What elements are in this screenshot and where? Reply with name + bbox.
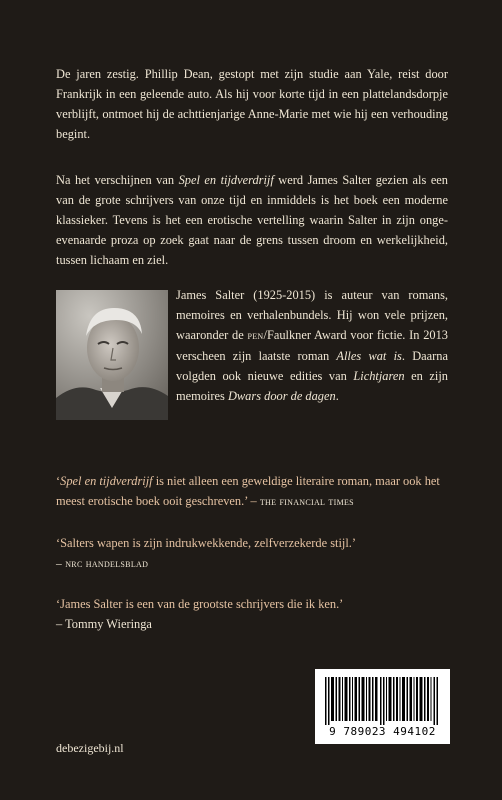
quote-2-source: – nrc handelsblad (56, 558, 149, 570)
blurb-p2-post: werd James Salter gezien als een van de grote schrijvers van onze tijd en inmiddels is het boek een moderne klassieker. Tevens is het een erotische vertelling waarin Salter in zijn ongeevenaarde proza op zoek gaat naar de grens tussen droom en werkelijkheid, tussen lichaam en ziel. (56, 173, 449, 267)
bio-pen-award: pen (247, 330, 264, 342)
publisher-url: debezigebij.nl (56, 741, 124, 755)
quote-3-source: – Tommy Wieringa (56, 617, 152, 631)
bio-text-3: . Daarna volgden ook nieuwe edities van (176, 349, 448, 383)
author-bio (176, 285, 448, 406)
review-quote-1 (56, 471, 448, 512)
author-photo (56, 290, 168, 420)
review-quote-3 (56, 594, 448, 634)
quote-open-mark: ‘ (56, 474, 61, 488)
quote-3-text: ‘James Salter is een van de grootste schrijvers die ik ken.’ (56, 597, 344, 611)
bio-text-4: en zijn memoires (176, 369, 448, 403)
quote-book-title: Spel en tijdverdrijf (60, 474, 153, 488)
quote-2-text: ‘Salters wapen is zijn indrukwekkende, zelfverzekerde stijl.’ (56, 536, 357, 550)
blurb-paragraph-1: De jaren zestig. Phillip Dean, gestopt met zijn studie aan Yale, reist door Frankrijk in een geleende auto. Als hij voor korte tijd in een plattelandsdorpje verblijft, ontmoet hij de achttienjarige Anne-Marie met wie hij een verhouding begint. (56, 67, 448, 141)
bio-text-5: . (335, 389, 339, 403)
blurb-p2-pre: Na het verschijnen van (56, 173, 179, 187)
bio-book-2: Lichtjaren (353, 369, 405, 383)
quote-1-text: is niet alleen een geweldige literaire roman, maar ook het meest erotische boek ooit geschreven.’ – (56, 474, 440, 508)
review-quote-2 (56, 533, 448, 574)
bio-book-1: Alles wat is (336, 349, 402, 363)
isbn-barcode (315, 669, 450, 744)
bio-text-2: /Faulkner Award voor fictie. In 2013 verscheen zijn laatste roman (176, 328, 448, 363)
isbn-number: 9 789023 494102 (329, 725, 436, 738)
quote-1-source: the financial times (259, 496, 354, 508)
barcode-bars (325, 677, 440, 725)
blurb-paragraph-2 (56, 170, 448, 270)
author-portrait-image (56, 290, 168, 420)
bio-text-1: James Salter (1925-2015) is auteur van romans, memoires en verhalenbundels. Hij won vele prijzen, waaronder de (176, 288, 448, 342)
bio-book-3: Dwars door de dagen (227, 389, 336, 403)
book-title: Spel en tijdverdrijf (178, 173, 274, 187)
